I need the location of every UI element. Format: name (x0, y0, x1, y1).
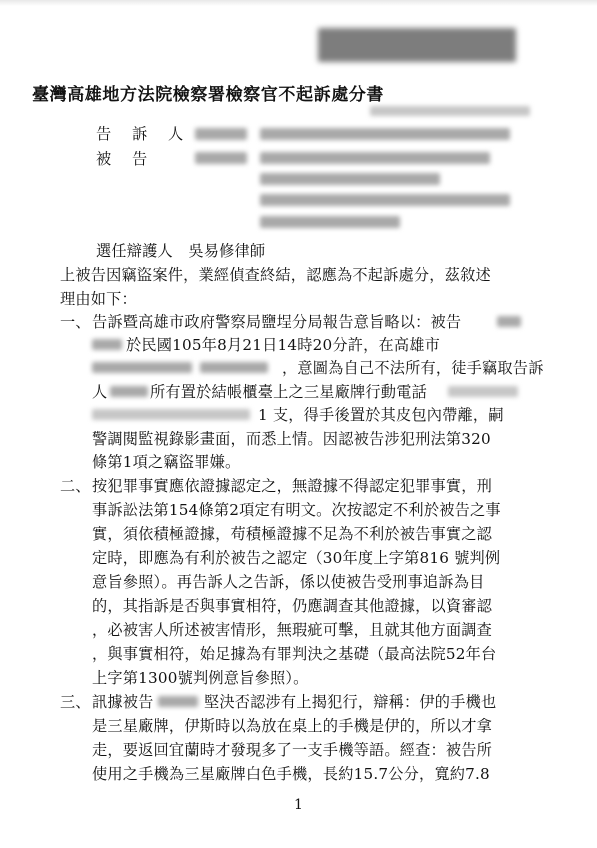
redacted-complainant-name (195, 128, 247, 140)
section-2-line-7: ，必被害人所述被害情形，無瑕疵可擊，且就其他方面調查 (92, 621, 493, 639)
section-3-line-1: 訊據被告 (92, 693, 154, 711)
section-2-line-9: 上字第1300號判例意旨參照）。 (92, 669, 309, 687)
section-1-line-4: 所有置於結帳櫃臺上之三星廠牌行動電話 (150, 383, 427, 401)
intro-line-2: 理由如下： (60, 290, 137, 308)
redacted-s1-l4b (448, 386, 518, 397)
defendant-label: 被 告 (96, 150, 156, 168)
section-2-number: 二、 (60, 477, 91, 495)
redacted-s1-l4 (110, 386, 148, 397)
redacted-s1-l2a (92, 339, 122, 350)
section-2-line-8: ，與事實相符，始足據為有罪判決之基礎（最高法院52年台 (92, 645, 497, 663)
section-1-line-1: 告訴暨高雄市政府警察局鹽埕分局報告意旨略以：被告 (92, 313, 462, 331)
intro-line-1: 上被告因竊盜案件，業經偵查終結，認應為不起訴處分，茲敘述 (60, 266, 491, 284)
redacted-s3-l1 (158, 696, 198, 707)
section-3-line-3: 走，要返回宜蘭時才發現多了一支手機等語。經查：被告所 (92, 741, 493, 759)
section-1-number: 一、 (60, 313, 91, 331)
section-1-line-3: ，意圖為自己不法所有，徒手竊取告訴 (282, 359, 544, 377)
redacted-s1-l3a (92, 362, 192, 373)
section-2-line-2: 事訴訟法第154條第2項定有明文。次按認定不利於被告之事 (92, 501, 501, 519)
redacted-case-number (318, 28, 516, 62)
section-1-person-label: 人 (92, 383, 108, 401)
section-2-line-5: 意旨參照）。再告訴人之告訴，係以使被告受刑事追訴為目 (92, 573, 485, 591)
redacted-title-ref (370, 106, 530, 116)
section-1-line-2: 於民國105年8月21日14時20分許，在高雄市 (126, 336, 441, 354)
redacted-defendant-info-1 (260, 152, 490, 164)
page-number: 1 (294, 797, 303, 813)
section-3-line-4: 使用之手機為三星廠牌白色手機，長約15.7公分，寬約7.8 (92, 765, 490, 783)
redacted-s1-l3b (200, 362, 268, 373)
redacted-defendant-info-3 (260, 194, 510, 206)
section-3-number: 三、 (60, 693, 91, 711)
defense-counsel: 選任辯護人 吳易修律師 (96, 242, 266, 260)
redacted-defendant-info-2 (260, 173, 440, 185)
redacted-defendant-name (195, 152, 247, 164)
section-2-line-1: 按犯罪事實應依證據認定之，無證據不得認定犯罪事實，刑 (92, 477, 493, 495)
redacted-s1-l1 (497, 316, 521, 327)
scan-edge (0, 0, 597, 6)
section-3-line-2: 是三星廠牌，伊斯時以為放在桌上的手機是伊的，所以才拿 (92, 717, 493, 735)
section-3-line-1-rest: 堅決否認涉有上揭犯行，辯稱：伊的手機也 (204, 693, 497, 711)
redacted-s1-l5 (92, 409, 250, 420)
redacted-complainant-info (260, 128, 510, 140)
section-2-line-3: 實，須依積極證據，苟積極證據不足為不利於被告事實之認 (92, 525, 493, 543)
redacted-defendant-info-4 (260, 216, 400, 228)
document-title: 臺灣高雄地方法院檢察署檢察官不起訴處分書 (32, 85, 384, 105)
complainant-label: 告 訴 人 (96, 125, 192, 143)
section-1-line-5: 1 支，得手後置於其皮包內帶離，嗣 (258, 406, 504, 424)
section-2-line-4: 定時，即應為有利於被告之認定（30年度上字第816 號判例 (92, 549, 501, 567)
section-1-line-6: 警調閱監視錄影畫面，而悉上情。因認被告涉犯刑法第320 (92, 430, 491, 448)
section-2-line-6: 的，其指訴是否與事實相符，仍應調查其他證據，以資審認 (92, 597, 493, 615)
section-1-line-7: 條第1項之竊盜罪嫌。 (92, 453, 241, 471)
